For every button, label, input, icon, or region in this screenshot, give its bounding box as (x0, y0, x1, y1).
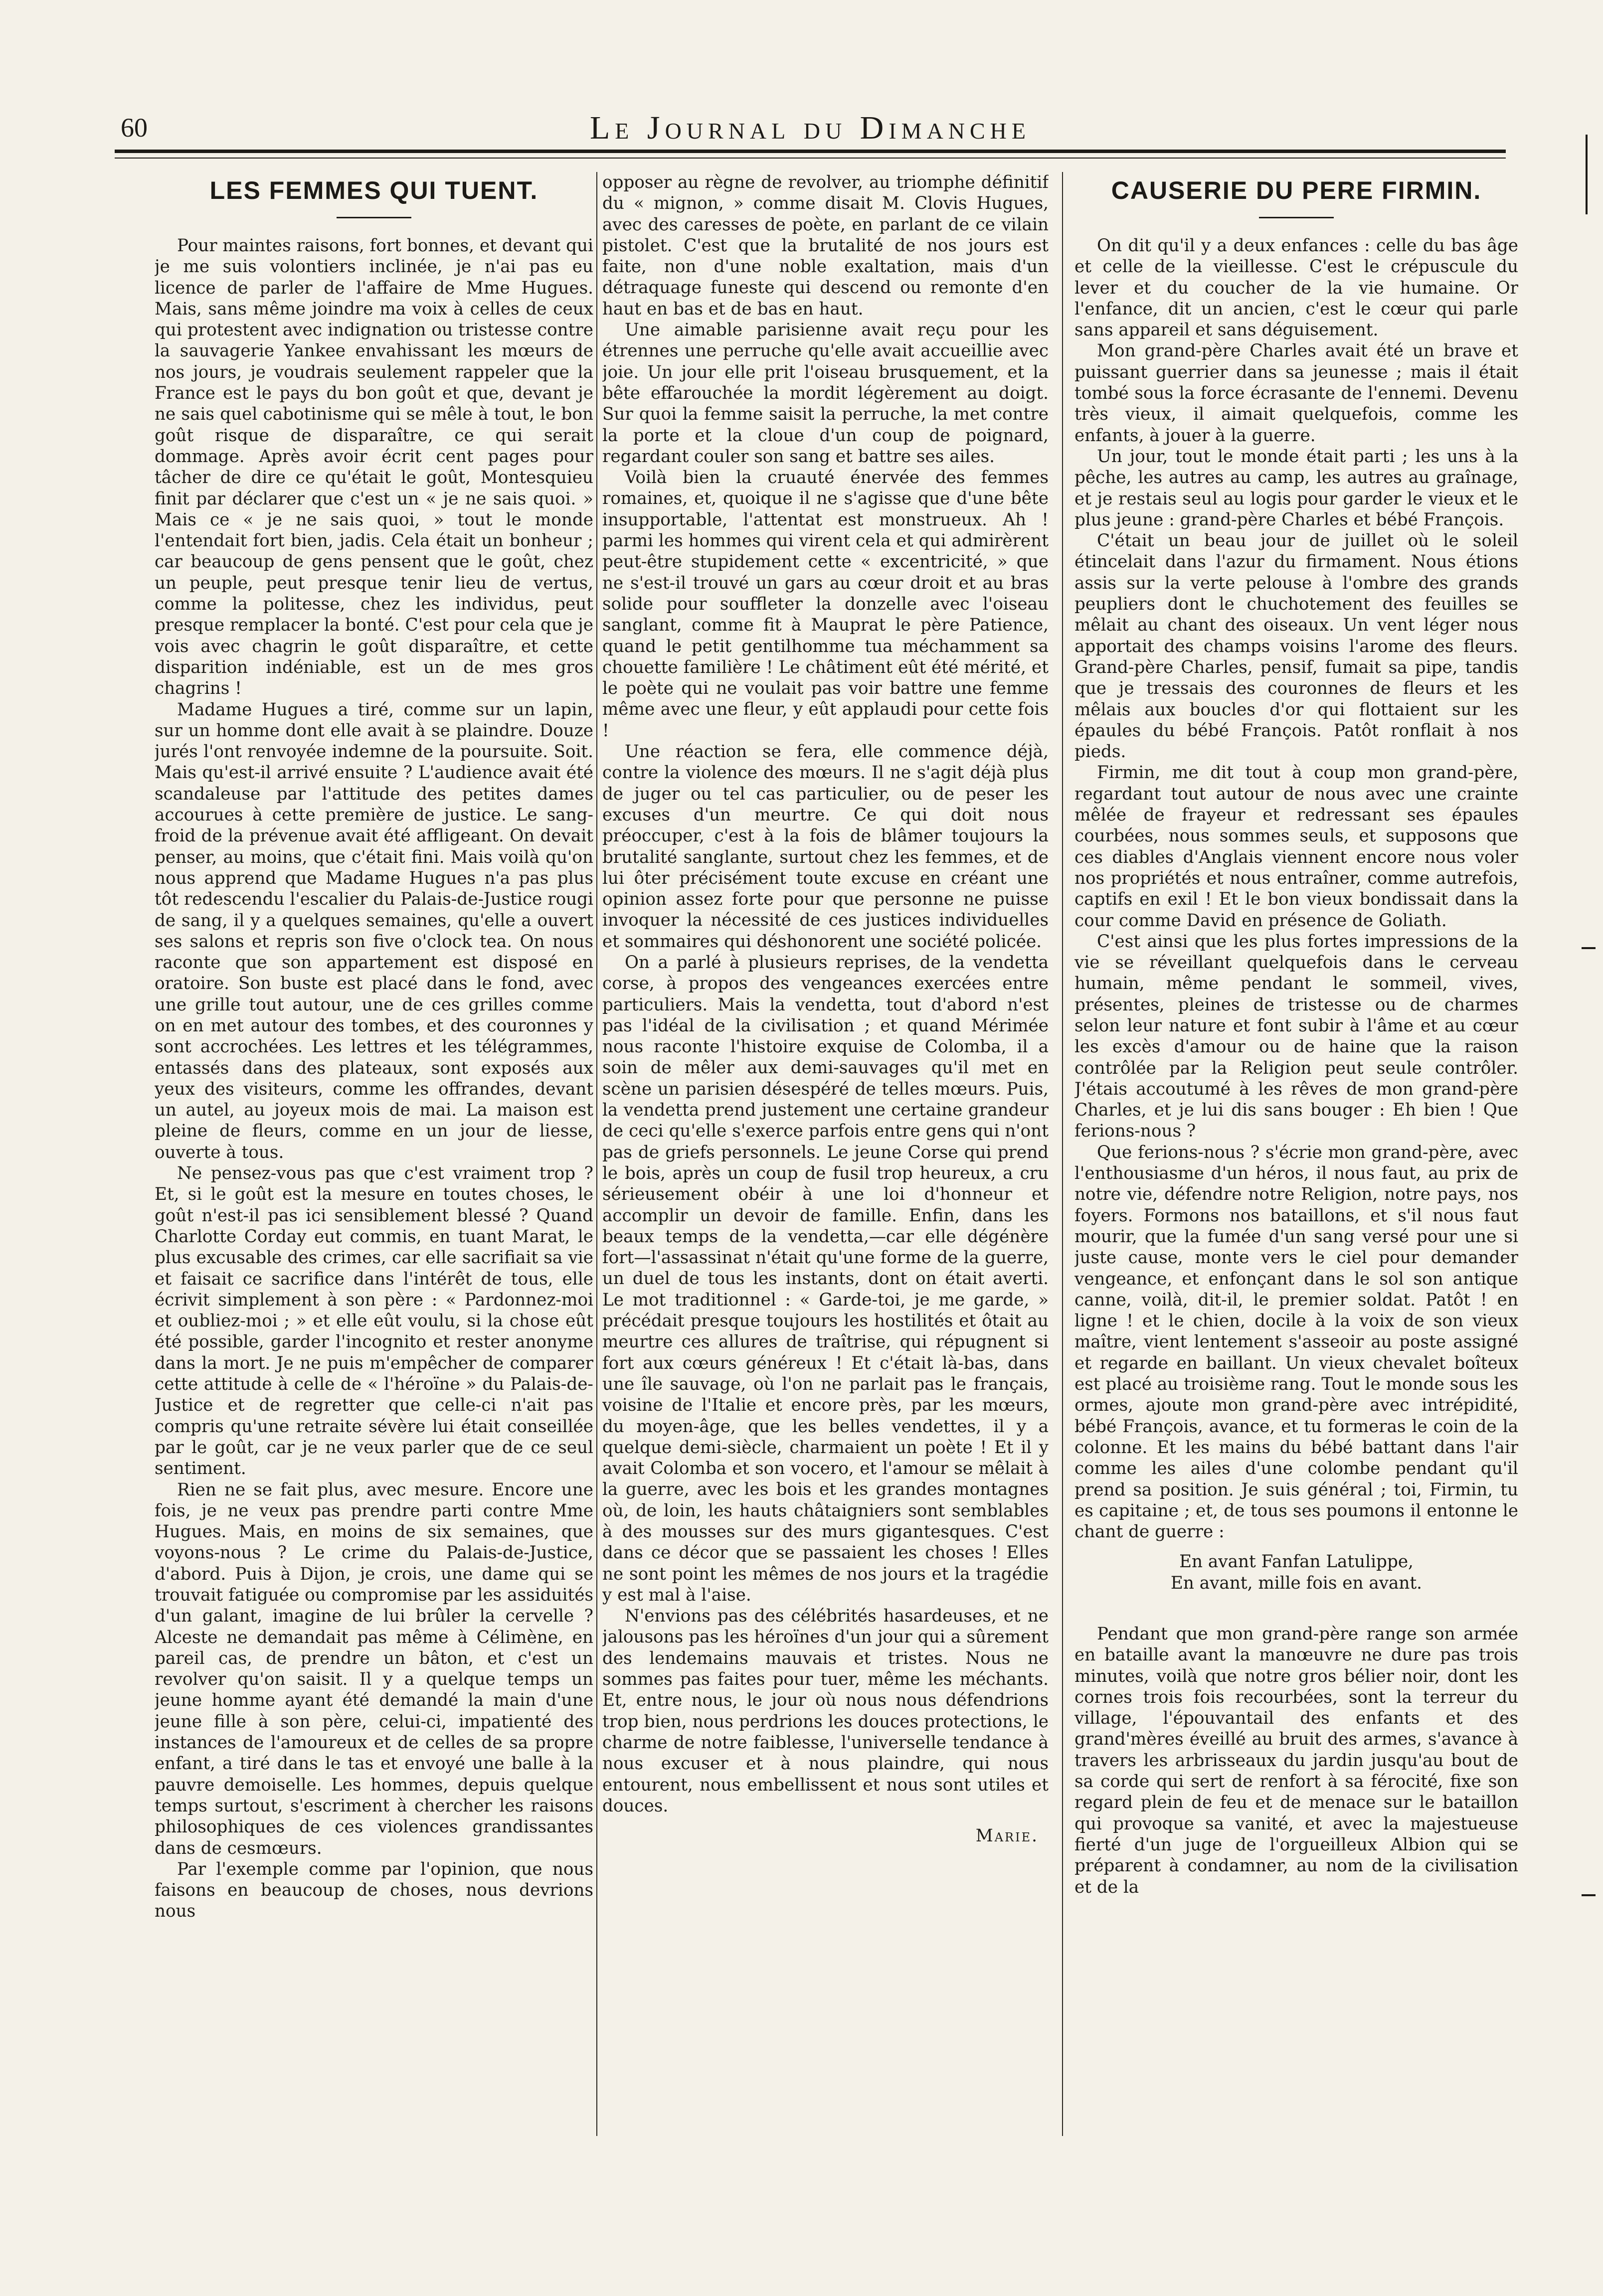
article-paragraph: C'est ainsi que les plus fortes impressions de la vie se réveillant quelquefois dans le cerveau humain, même pendant le sommeil, vives, présentes, pleines de tristesse ou de charmes selon leur nature et font subir à l'âme et au cœur les excès d'amour ou de haine que la raison contrôlée par la Religion peut seule contrôler. J'étais accoutumé à les rêves de mon grand-père Charles, et je lui dis sans bouger : Eh bien ! Que ferions-nous ? (1074, 931, 1518, 1142)
article-paragraph: Rien ne se fait plus, avec mesure. Encore une fois, je ne veux pas prendre parti contre Mme Hugues. Mais, en moins de six semaines, que voyons-nous ? Le crime du Palais-de-Justice, d'abord. Puis à Dijon, je crois, une dame qui se trouvait fatiguée ou compromise par les assiduités d'un galant, imagine de lui brûler la cervelle ? Alceste ne demandait pas même à Célimène, en pareil cas, de prendre un bâton, et c'est un revolver qu'on saisit. Il y a quelque temps un jeune homme ayant été demandé la main d'une jeune fille à son père, celui-ci, impatienté des instances de l'amoureux et de celles de sa propre enfant, a tiré dans le tas et envoyé une balle à la pauvre demoiselle. Les hommes, depuis quelque temps surtout, s'escriment à chercher les raisons philosophiques de ces violences grandissantes dans de cesmœurs. (155, 1479, 593, 1858)
header-rule (115, 150, 1506, 153)
article-paragraph: Mon grand-père Charles avait été un brave et puissant guerrier dans sa jeunesse ; mais il était tombé sous la force écrasante de l'ennemi. Devenu très vieux, il aimait quelquefois, comme les enfants, à jouer à la guerre. (1074, 341, 1518, 446)
article-paragraph: On a parlé à plusieurs reprises, de la vendetta corse, à propos des vengeances exercées entre particuliers. Mais la vendetta, tout d'abord n'est pas l'idéal de la civilisation ; et quand Mérimée nous raconte l'histoire exquise de Colomba, il a soin de mêler aux demi-sauvages qu'il met en scène un parisien désespéré de telles mœurs. Puis, la vendetta prend justement une certaine grandeur de ceci qu'elle s'exerce parfois entre gens qui n'ont pas de griefs personnels. Le jeune Corse qui prend le bois, après un coup de fusil trop heureux, a cru sérieusement obéir à une loi d'honneur et accomplir un devoir de famille. Enfin, dans les beaux temps de la vendetta,—car elle dégénère fort—l'assassinat n'était qu'une forme de la guerre, un duel de tous les instants, dont on était averti. Le mot traditionnel : « Garde-toi, je me garde, » précédait presque toujours les hostilités et ôtait au meurtre ces allures de traîtrise, qui répugnent si fort aux cœurs généreux ! Et c'était là-bas, dans une île sauvage, où l'on ne parlait pas le français, voisine de l'Italie et encore près, par les mœurs, du moyen-âge, que les belles vendettes, il y a quelque demi-siècle, charmaient un poète ! Et il y avait Colomba et son vocero, et l'amour se mêlait à la guerre, avec les bois et les grandes montagnes où, de loin, les hauts châtaigniers sont semblables à des mousses sur des murs gigantesques. C'est dans ce décor que se passaient les choses ! Elles ne sont point les mêmes de nos jours et la tragédie y est mal à l'aise. (602, 952, 1049, 1605)
verse-line: En avant, mille fois en avant. (1170, 1573, 1423, 1593)
article-paragraph: Un jour, tout le monde était parti ; les uns à la pêche, les autres au camp, les autres au graînage, et je restais seul au logis pour garder le vieux et le plus jeune : grand-père Charles et bébé François. (1074, 446, 1518, 530)
margin-mark (1582, 1894, 1596, 1896)
article-paragraph: C'était un beau jour de juillet où le soleil étincelait dans l'azur du firmament. Nous étions assis sur la verte pelouse à l'ombre des grands peupliers dont le chuchotement des feuilles se mêlait au chant des oiseaux. Un vent léger nous apportait des champs voisins l'arome des fleurs. Grand-père Charles, pensif, fumait sa pipe, tandis que je tressais des couronnes de fleurs et les mêlais aux boucles d'or qui flottaient sur les épaules du bébé François. Patôt ronflait à nos pieds. (1074, 531, 1518, 762)
margin-mark (1586, 135, 1588, 214)
verse-line: En avant Fanfan Latulippe, (1179, 1552, 1414, 1572)
article-paragraph: Une réaction se fera, elle commence déjà, contre la violence des mœurs. Il ne s'agit déjà plus de juger ou tel cas particulier, ou de peser les excuses d'un meurtre. Ce qui doit nous préoccuper, c'est à la fois de blâmer toujours la brutalité sanglante, surtout chez les femmes, et de lui ôter précisément toute excuse en créant une opinion assez forte pour que personne ne puisse invoquer la nécessité de ces justices individuelles et sommaires qui déshonorent une société policée. (602, 742, 1049, 952)
author-signature: Marie. (975, 1826, 1039, 1846)
article-paragraph: N'envions pas des célébrités hasardeuses, et ne jalousons pas les héroïnes d'un jour qui a sûrement des lendemains mauvais et tristes. Nous ne sommes pas faites pour tuer, même les méchants. Et, entre nous, le jour où nous nous défendrions trop bien, nous perdrions les douces protections, le charme de notre faiblesse, l'universelle tendance à nous excuser et à nous plaindre, qui nous entourent, nous embellissent et nous sont utiles et douces. (602, 1606, 1049, 1816)
article-paragraph: Une aimable parisienne avait reçu pour les étrennes une perruche qu'elle avait accueillie avec joie. Un jour elle prit l'oiseau brusquement, et la bête effarouchée la mordit légèrement au doigt. Sur quoi la femme saisit la perruche, la met contre la porte et la cloue d'un coup de poignard, regardant couler son sang et battre ses ailes. (602, 320, 1049, 467)
header-rule-thin (115, 158, 1506, 159)
article-paragraph: Pour maintes raisons, fort bonnes, et devant qui je me suis volontiers inclinée, je n'ai pas eu licence de parler de l'affaire de Mme Hugues. Mais, sans même joindre ma voix à celles de ceux qui protestent avec indignation ou tristesse contre la sauvagerie Yankee envahissant les mœurs de nos jours, je voudrais seulement rappeler que la France est le pays du bon goût et que, devant je ne sais quel cabotinisme qui se mêle à tout, le bon goût risque de disparaître, ce qui serait dommage. Après avoir écrit cent pages pour tâcher de dire ce qu'était le goût, Montesquieu finit par déclarer que c'est un « je ne sais quoi. » Mais ce « je ne sais quoi, » tout le monde l'entendait fort bien, jadis. Cela était un bonheur ; car beaucoup de gens pensent que le goût, chez un peuple, peut presque tenir lieu de vertus, comme la politesse, chez les individus, peut presque remplacer la bonté. C'est pour cela que je vois avec chagrin le goût disparaître, et cette disparition indéniable, est un de mes gros chagrins ! (155, 236, 593, 699)
article-paragraph: Pendant que mon grand-père range son armée en bataille avant la manœuvre ne dure pas trois minutes, voilà que notre gros bélier noir, dont les cornes trois fois recourbées, sont la terreur du village, l'épouvantail des enfants et des grand'mères éveillé au bruit des armes, s'avance à travers les arbrisseaux du jardin jusqu'au bout de sa corde qui sert de renfort à sa férocité, fixe son regard plein de feu et de menace sur le bataillon qui provoque sa vanité, et avec la majestueuse fierté d'un juge de l'orgueilleux Albion qui se préparent à condamner, au nom de la civilisation et de la (1074, 1624, 1518, 1897)
page-number: 60 (121, 113, 148, 143)
article-paragraph: Par l'exemple comme par l'opinion, que nous faisons en beaucoup de choses, nous devrions nous (155, 1859, 593, 1922)
article-paragraph: On dit qu'il y a deux enfances : celle du bas âge et celle de la vieillesse. C'est le crépuscule du lever et du coucher de la vie humaine. Or l'enfance, dit un ancien, c'est le cœur qui parle sans appareil et sans déguisement. (1074, 236, 1518, 340)
margin-mark (1582, 947, 1596, 949)
page-header (115, 107, 1506, 152)
article-paragraph: Ne pensez-vous pas que c'est vraiment trop ? Et, si le goût est la mesure en toutes choses, le goût n'est-il pas ici sensiblement blessé ? Quand Charlotte Corday eut commis, en tuant Marat, le plus excusable des crimes, car elle sacrifiait sa vie et faisait ce sacrifice dans l'intérêt de tous, elle écrivit simplement à son père : « Pardonnez-moi et oubliez-moi ; » et elle eût voulu, si la chose eût été possible, garder l'incognito et rester anonyme dans la mort. Je ne puis m'empêcher de comparer cette attitude à celle de « l'héroïne » du Palais-de-Justice et de regretter que celle-ci n'ait pas compris qu'une retraite sévère lui était conseillée par le goût, car je ne veux parler que de ce seul sentiment. (155, 1163, 593, 1479)
article-title: LES FEMMES QUI TUENT. (209, 176, 538, 204)
article-paragraph: Madame Hugues a tiré, comme sur un lapin, sur un homme dont elle avait à se plaindre. Douze jurés l'ont renvoyée indemne de la poursuite. Soit. Mais qu'est-il arrivé ensuite ? L'audience avait été scandaleuse par l'attitude des petites dames accourues à cette première de justice. Le sang-froid de la prévenue avait été affligeant. On devait penser, au moins, que c'était fini. Mais voilà qu'on nous apprend que Madame Hugues n'a pas plus tôt redescendu l'escalier du Palais-de-Justice rougi de sang, il y a quelques semaines, qu'elle a ouvert ses salons et repris son five o'clock tea. On nous raconte que son appartement est disposé en oratoire. Son buste est placé dans le fond, avec une grille tout autour, une de ces grilles comme on en met autour des tombes, et des couronnes y sont accrochées. Les lettres et les télégrammes, entassés dans des plateaux, sont exposés aux yeux des visiteurs, comme les offrandes, devant un autel, au joyeux mois de mai. La maison est pleine de fleurs, comme en un jour de liesse, ouverte à tous. (155, 699, 593, 1162)
article-paragraph: opposer au règne de revolver, au triomphe définitif du « mignon, » comme disait M. Clovis Hugues, avec des caresses de poète, en parlant de ce vilain pistolet. C'est que la brutalité de nos jours est faite, non d'une noble exaltation, mais d'un détraquage funeste qui descend ou remonte d'en haut en bas et de bas en haut. (602, 172, 1049, 319)
journal-title: Le Journal du Dimanche (589, 110, 1031, 146)
article-paragraph: Voilà bien la cruauté énervée des femmes romaines, et, quoique il ne s'agisse que d'une bête insupportable, l'attentat est monstrueux. Ah ! parmi les hommes qui virent cela et qui admirèrent peut-être stupidement cette « excentricité, » que ne s'est-il trouvé un gars au cœur droit et au bras solide pour souffleter la donzelle avec l'oiseau sanglant, comme fit à Mauprat le père Patience, quand le petit gentilhomme tua méchamment sa chouette familière ! Le châtiment eût été mérité, et le poète qui ne voulait pas voir battre une femme même avec une fleur, y eût applaudi pour cette fois ! (602, 468, 1049, 741)
article-paragraph: Firmin, me dit tout à coup mon grand-père, regardant tout autour de nous avec une crainte mêlée de frayeur et redressant ses épaules courbées, nous sommes seuls, et supposons que ces diables d'Anglais viennent encore nous voler nos propriétés et nous entraîner, comme autrefois, captifs en exil ! Et le bon vieux bondissait dans la cour comme David en présence de Goliath. (1074, 763, 1518, 931)
title-separator (337, 217, 411, 218)
column-right (1074, 172, 1518, 2136)
column-middle (602, 172, 1049, 2136)
title-separator (1259, 217, 1334, 218)
article-title: CAUSERIE DU PERE FIRMIN. (1111, 176, 1482, 204)
verse-spacer (1074, 1594, 1518, 1624)
column-divider (596, 172, 597, 2136)
column-divider (1062, 172, 1063, 2136)
article-paragraph: Que ferions-nous ? s'écrie mon grand-père, avec l'enthousiasme d'un héros, il nous faut, au prix de notre vie, défendre notre Religion, notre pays, nos foyers. Formons nos bataillons, et s'il nous faut mourir, que la fumée d'un sang versé pour une si juste cause, monte vers le ciel pour demander vengeance, et enfonçant dans le sol son antique canne, voilà, dit-il, le premier soldat. Patôt ! en ligne ! et le chien, docile à la voix de son vieux maître, vient lentement s'asseoir au poste assigné et regarde en baillant. Un vieux chevalet boîteux est placé au troisième rang. Tout le monde sous les ormes, ajoute mon grand-père avec intrépidité, bébé François, avance, et tu formeras le coin de la colonne. Et les mains du bébé battant dans l'air comme les ailes d'une colombe pendant qu'il prend sa position. Je suis général ; toi, Firmin, tu es capitaine ; et, de tous ses poumons il entonne le chant de guerre : (1074, 1142, 1518, 1542)
column-left (155, 172, 593, 2136)
song-verse (1074, 1551, 1518, 1594)
